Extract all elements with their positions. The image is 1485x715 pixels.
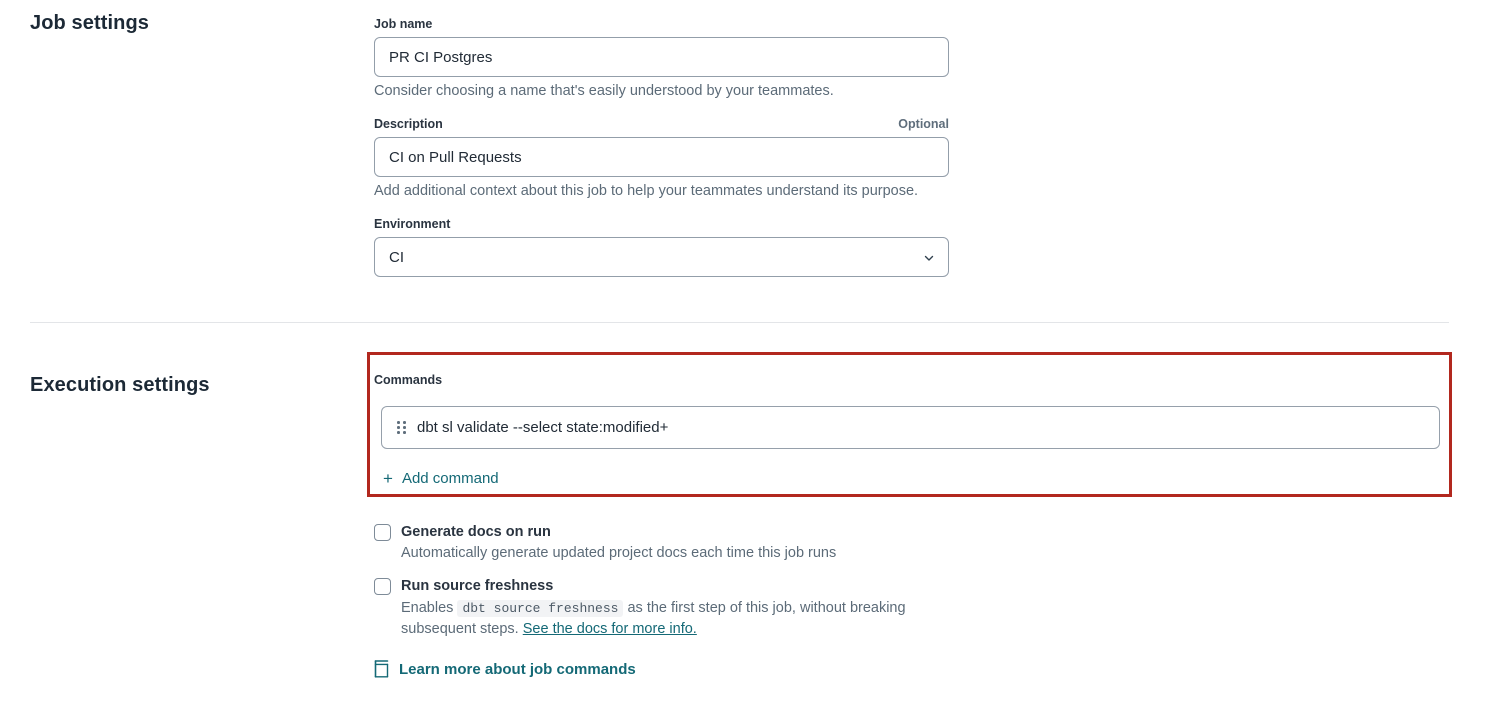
add-command-button[interactable] — [383, 470, 499, 487]
source-freshness-description — [401, 598, 946, 639]
environment-select[interactable] — [374, 237, 949, 277]
see-docs-link[interactable]: See the docs for more info. — [522, 621, 697, 637]
job-name-label: Job name — [374, 17, 433, 31]
freshness-desc-prefix: Enables — [401, 600, 458, 616]
learn-more-label: Learn more about job commands — [399, 660, 636, 678]
section-divider — [30, 322, 1449, 323]
job-name-input[interactable] — [374, 37, 949, 77]
environment-select-value[interactable] — [374, 237, 949, 277]
environment-label: Environment — [374, 217, 451, 231]
job-settings-heading: Job settings — [30, 12, 149, 34]
book-icon — [374, 660, 389, 678]
execution-settings-heading: Execution settings — [30, 374, 210, 396]
freshness-code-chip: dbt source freshness — [457, 600, 623, 617]
source-freshness-label[interactable]: Run source freshness — [401, 578, 554, 594]
description-input[interactable] — [374, 137, 949, 177]
description-label: Description — [374, 117, 443, 131]
learn-more-link[interactable] — [374, 660, 636, 678]
job-name-helper: Consider choosing a name that's easily understood by your teammates. — [374, 83, 834, 99]
description-optional-badge: Optional — [898, 117, 949, 131]
commands-label: Commands — [374, 373, 443, 387]
source-freshness-checkbox[interactable] — [374, 578, 391, 595]
command-row — [381, 406, 1440, 449]
drag-handle-icon[interactable] — [397, 421, 406, 434]
generate-docs-description: Automatically generate updated project docs each time this job runs — [401, 545, 837, 561]
plus-icon: + — [383, 469, 393, 488]
generate-docs-checkbox[interactable] — [374, 524, 391, 541]
freshness-desc-middle: as the first step of this job, without breaking subsequent steps. — [401, 600, 906, 637]
add-command-label: Add command — [401, 470, 499, 487]
command-input[interactable] — [417, 419, 1439, 436]
description-helper: Add additional context about this job to help your teammates understand its purpose. — [374, 183, 919, 199]
description-label-row — [374, 117, 949, 131]
generate-docs-label[interactable]: Generate docs on run — [401, 524, 551, 540]
